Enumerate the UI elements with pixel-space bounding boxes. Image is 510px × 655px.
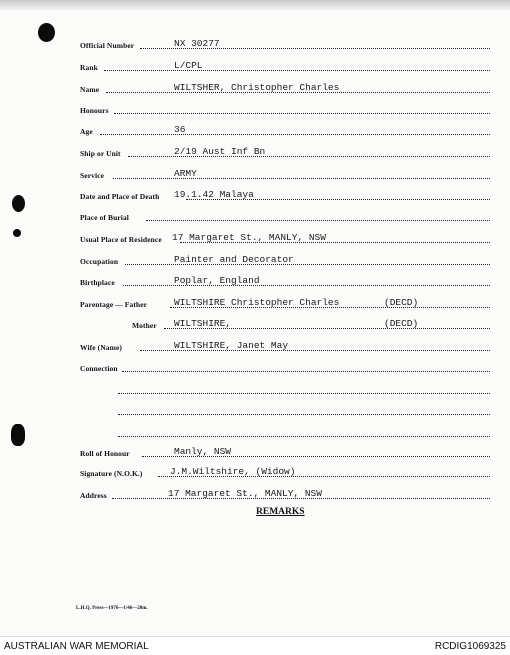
dotted-line: [118, 414, 490, 415]
label-connection: Connection: [80, 364, 118, 373]
value-roll-of-honour: Manly, NSW: [174, 446, 232, 457]
dotted-line: [118, 436, 490, 437]
row-roll-of-honour: [0, 444, 490, 460]
label-wife: Wife (Name): [80, 343, 122, 352]
value-wife: WILTSHIRE, Janet May: [174, 340, 289, 351]
row-official-number: [0, 36, 490, 52]
label-service: Service: [80, 171, 105, 180]
value-ship-unit: 2/19 Aust Inf Bn: [174, 146, 266, 157]
dotted-line: [118, 393, 490, 394]
dotted-line: [113, 178, 490, 179]
dotted-line: [104, 70, 490, 71]
value-address: 17 Margaret St., MANLY, NSW: [168, 488, 322, 499]
row-mother: [0, 316, 490, 332]
value-service: ARMY: [174, 168, 197, 179]
label-signature: Signature (N.O.K.): [80, 469, 143, 478]
label-mother: Mother: [132, 321, 157, 330]
row-connection: [0, 359, 490, 375]
value-occupation: Painter and Decorator: [174, 254, 294, 265]
row-signature: [0, 464, 490, 480]
row-service: [0, 166, 490, 182]
value-signature: J.M.Wiltshire, (Widow): [170, 466, 296, 477]
label-ship-unit: Ship or Unit: [80, 149, 121, 158]
label-birthplace: Birthplace: [80, 278, 115, 287]
value-mother: WILTSHIRE,: [174, 318, 232, 329]
label-place-burial: Place of Burial: [80, 213, 129, 222]
connection-line-4: [0, 424, 490, 440]
scan-top-edge: [0, 0, 510, 10]
label-residence: Usual Place of Residence: [80, 235, 162, 244]
value-rank: L/CPL: [174, 60, 203, 71]
row-address: [0, 486, 490, 502]
connection-line-3: [0, 402, 490, 418]
row-name: [0, 80, 490, 96]
value-age: 36: [174, 124, 186, 135]
value-name: WILTSHER, Christopher Charles: [174, 82, 340, 93]
label-occupation: Occupation: [80, 257, 119, 266]
value-residence: 17 Margaret St., MANLY, NSW: [172, 232, 326, 243]
row-residence: [0, 230, 490, 246]
row-occupation: [0, 252, 490, 268]
label-father: Parentage — Father: [80, 300, 148, 309]
label-rank: Rank: [80, 63, 98, 72]
label-age: Age: [80, 127, 93, 136]
connection-line-2: [0, 381, 490, 397]
label-roll-of-honour: Roll of Honour: [80, 449, 130, 458]
row-rank: [0, 58, 490, 74]
label-date-place-death: Date and Place of Death: [80, 192, 160, 201]
value-father: WILTSHIRE Christopher Charles: [174, 297, 340, 308]
label-address: Address: [80, 491, 107, 500]
status-mother: (DECD): [384, 318, 419, 329]
printer-imprint: L.H.Q. Press—1976—1/46—20m.: [76, 606, 148, 611]
remarks-heading: REMARKS: [256, 507, 305, 517]
row-honours: [0, 101, 490, 117]
value-official-number: NX 30277: [174, 38, 220, 49]
dotted-line: [114, 113, 490, 114]
row-place-burial: [0, 208, 490, 224]
archive-footer: [0, 636, 510, 655]
row-age: [0, 122, 490, 138]
dotted-line: [100, 134, 490, 135]
status-father: (DECD): [384, 297, 419, 308]
label-official-number: Official Number: [80, 41, 135, 50]
label-name: Name: [80, 85, 100, 94]
row-father: [0, 295, 490, 311]
row-wife: [0, 338, 490, 354]
archive-name: AUSTRALIAN WAR MEMORIAL: [4, 641, 149, 652]
value-birthplace: Poplar, England: [174, 275, 260, 286]
row-date-place-death: [0, 187, 490, 203]
dotted-line: [122, 371, 490, 372]
dotted-line: [146, 220, 490, 221]
record-id: RCDIG1069325: [434, 641, 506, 652]
label-honours: Honours: [80, 106, 109, 115]
value-date-place-death: 19.1.42 Malaya: [174, 189, 254, 200]
row-birthplace: [0, 273, 490, 289]
row-ship-unit: [0, 144, 490, 160]
